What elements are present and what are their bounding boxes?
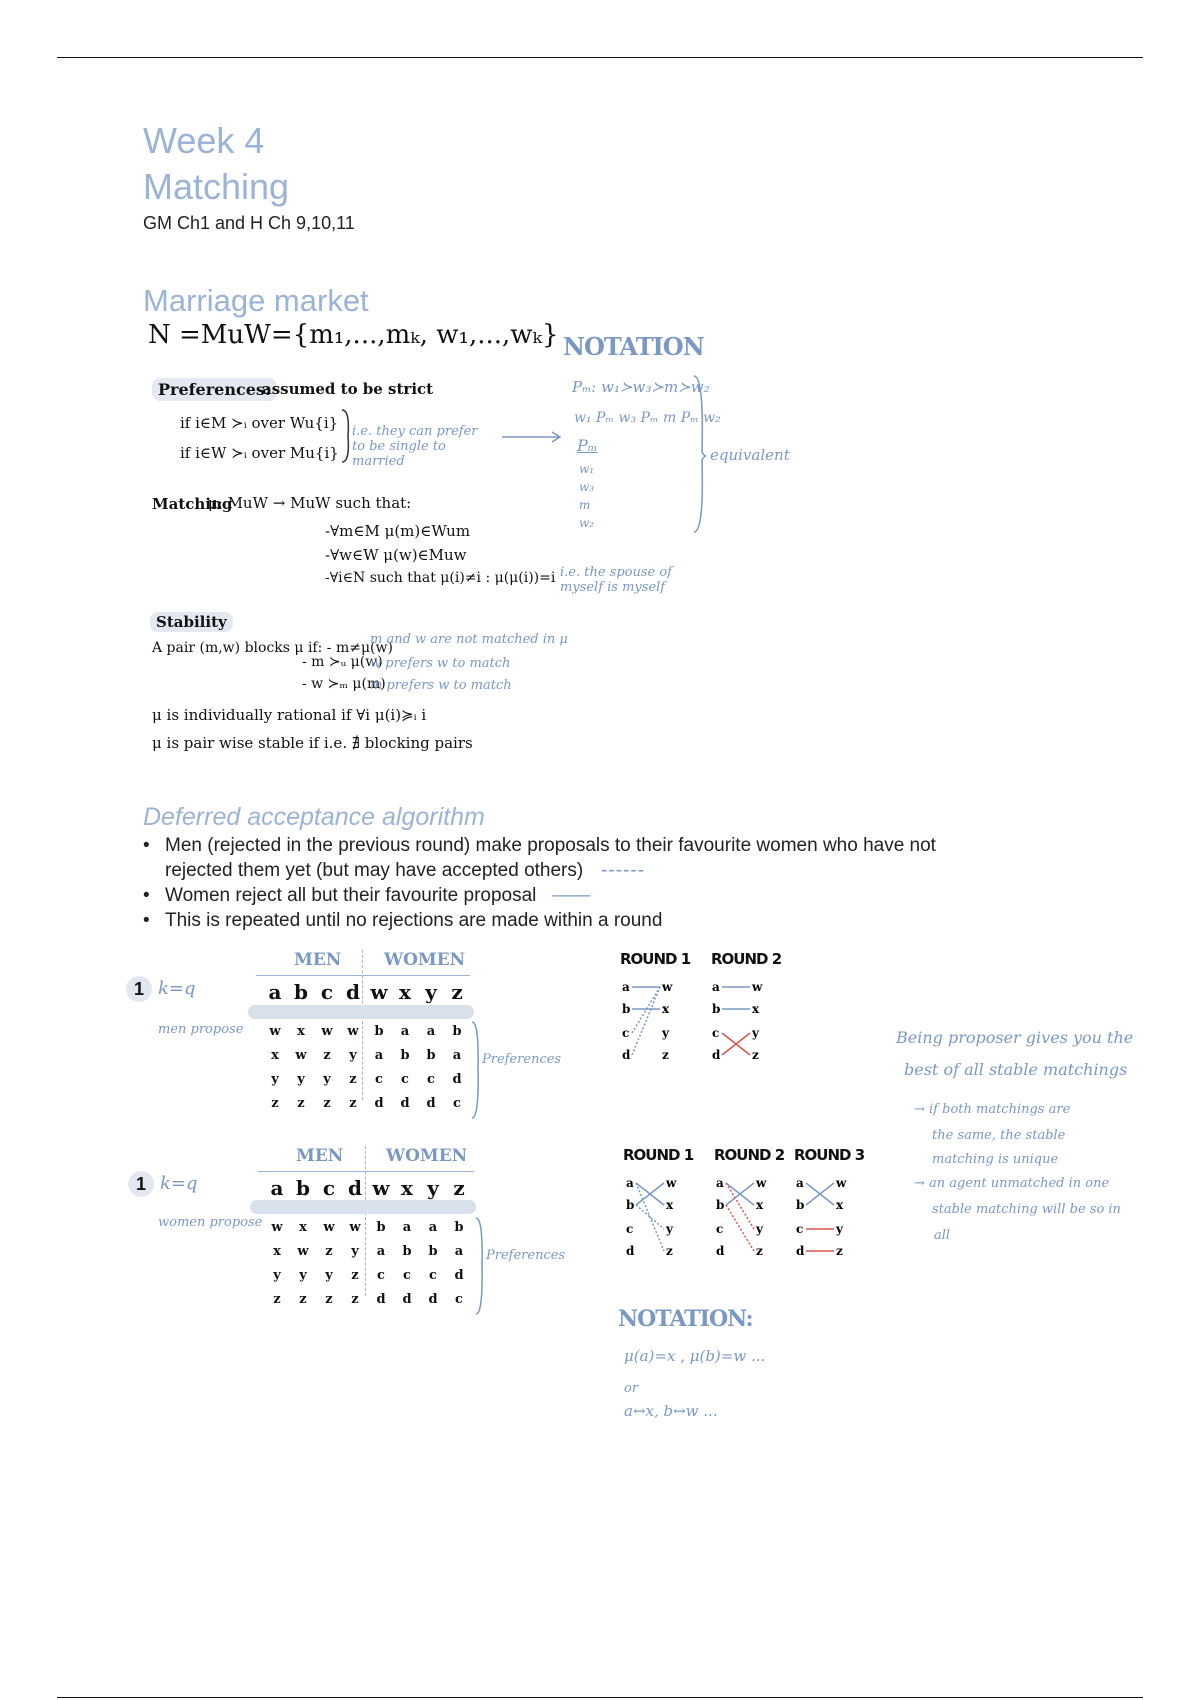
blocks-line: A pair (m,w) blocks μ if: - m≠μ(w) xyxy=(152,640,393,656)
ex2-h-x: x xyxy=(401,1176,413,1200)
ex1-round2-label: ROUND 2 xyxy=(711,950,782,968)
table-cell: y xyxy=(351,1244,359,1259)
ex1-round2-diagram xyxy=(708,975,768,1063)
node-left: b xyxy=(622,1002,631,1016)
side-note-b1-l2: the same, the stable xyxy=(932,1128,1066,1143)
node-left: a xyxy=(712,980,720,994)
equivalent-brace xyxy=(692,374,708,534)
notation-pm-line2: w₁ Pₘ w₃ Pₘ m Pₘ w₂ xyxy=(574,410,721,426)
blocks-aside-1: m and w are not matched in μ xyxy=(370,632,568,647)
node-left: b xyxy=(796,1198,805,1212)
ex1-h-b: b xyxy=(294,980,308,1004)
node-right: y xyxy=(836,1222,843,1236)
table-row xyxy=(264,1288,472,1312)
notation-pm-line3: Pₘ xyxy=(577,436,598,455)
pref-aside: i.e. they can prefer to be single to married xyxy=(352,424,478,469)
match-line xyxy=(726,1183,754,1229)
example1-header-row xyxy=(262,980,470,1004)
table-cell: w xyxy=(271,1220,283,1235)
ex2-round3-label: ROUND 3 xyxy=(794,1146,865,1164)
example1-k: k=q xyxy=(158,978,196,999)
daa-bullets xyxy=(143,833,1083,933)
table-row xyxy=(262,1044,470,1068)
example2-header-bar xyxy=(250,1200,476,1214)
example1-mode: men propose xyxy=(158,1022,244,1037)
table-cell: w xyxy=(349,1220,361,1235)
table-cell: z xyxy=(349,1096,357,1111)
side-note-b1-l3: matching is unique xyxy=(932,1152,1059,1167)
notation-list-1: w₁ xyxy=(579,462,595,476)
table-cell: b xyxy=(402,1244,412,1259)
daa-bullet-2: • Women reject all but their favourite proposal —— xyxy=(143,885,591,906)
node-right: x xyxy=(752,1002,760,1016)
blocks-cond-2: - m ≻ᵤ μ(w) xyxy=(302,654,383,670)
ex2-h-c: c xyxy=(322,1176,336,1200)
table-row xyxy=(264,1216,472,1240)
example1-men-label: MEN xyxy=(294,950,342,970)
preferences-label: Preferences: xyxy=(152,378,277,401)
table-cell: y xyxy=(271,1072,279,1087)
side-note-b2-l2: stable matching will be so in xyxy=(932,1202,1121,1217)
table-cell: b xyxy=(452,1024,462,1039)
blocks-aside-2: w prefers w to match xyxy=(370,656,511,671)
match-line xyxy=(726,1205,754,1251)
ex2-h-w: w xyxy=(372,1176,390,1200)
example1-header-bar xyxy=(248,1005,474,1019)
node-right: x xyxy=(662,1002,670,1016)
individually-rational-line: μ is individually rational if ∀i μ(i)≽ᵢ i xyxy=(152,706,427,724)
match-line xyxy=(632,987,660,1055)
blocks-cond-3: - w ≻ₘ μ(m) xyxy=(302,676,386,692)
table-cell: d xyxy=(454,1268,464,1283)
matching-rule-2: -∀w∈W μ(w)∈Muw xyxy=(325,546,467,564)
table-cell: b xyxy=(426,1048,436,1063)
table-cell: c xyxy=(427,1072,435,1087)
node-right: z xyxy=(836,1244,843,1258)
table-cell: w xyxy=(347,1024,359,1039)
table-cell: z xyxy=(325,1244,333,1259)
node-left: a xyxy=(796,1176,804,1190)
table-row xyxy=(262,1020,470,1044)
section-heading-daa: Deferred acceptance algorithm xyxy=(143,803,485,831)
table-cell: z xyxy=(323,1096,331,1111)
ex2-h-y: y xyxy=(427,1176,439,1200)
ex1-round1-diagram xyxy=(618,975,678,1063)
table-cell: w xyxy=(269,1024,281,1039)
notation2-line3: a↔x, b↔w ... xyxy=(624,1402,718,1420)
table-cell: c xyxy=(429,1268,437,1283)
matching-label: Matching xyxy=(152,495,233,513)
table-cell: y xyxy=(325,1268,333,1283)
table-cell: a xyxy=(426,1024,436,1039)
ex2-h-d: d xyxy=(348,1176,362,1200)
node-left: d xyxy=(712,1048,721,1062)
table-cell: b xyxy=(428,1244,438,1259)
side-note-line1: Being proposer gives you the xyxy=(896,1028,1134,1047)
daa-bullet-1-cont: rejected them yet (but may have accepted others) ------ xyxy=(165,860,646,881)
side-note-b2-l3: all xyxy=(934,1228,951,1243)
pairwise-stable-line: μ is pair wise stable if i.e. ∄ blocking pairs xyxy=(152,734,473,752)
example2-mode: women propose xyxy=(158,1215,263,1230)
table-cell: w xyxy=(323,1220,335,1235)
ex1-h-y: y xyxy=(425,980,437,1004)
table-cell: a xyxy=(402,1220,412,1235)
example2-pref-label: Preferences xyxy=(486,1248,566,1263)
node-right: w xyxy=(752,980,763,994)
table-cell: z xyxy=(271,1096,279,1111)
node-right: y xyxy=(756,1222,763,1236)
example1-pref-table xyxy=(262,1020,470,1116)
node-left: c xyxy=(796,1222,804,1236)
ex2-round2-label: ROUND 2 xyxy=(714,1146,785,1164)
ex1-h-c: c xyxy=(320,980,334,1004)
top-rule xyxy=(57,57,1143,58)
blocks-aside-3: m prefers w to match xyxy=(370,678,512,693)
bottom-rule xyxy=(57,1697,1143,1698)
example2-pref-table xyxy=(264,1216,472,1312)
table-cell: d xyxy=(428,1292,438,1307)
ex1-h-d: d xyxy=(346,980,360,1004)
table-row xyxy=(262,1068,470,1092)
table-cell: d xyxy=(400,1096,410,1111)
section-heading-marriage-market: Marriage market xyxy=(143,283,369,318)
table-cell: d xyxy=(452,1072,462,1087)
table-cell: w xyxy=(321,1024,333,1039)
node-right: x xyxy=(836,1198,844,1212)
ex1-round1-label: ROUND 1 xyxy=(620,950,691,968)
table-cell: c xyxy=(455,1292,463,1307)
node-left: d xyxy=(622,1048,631,1062)
match-line xyxy=(632,987,660,1033)
example2-number: 1 xyxy=(128,1171,154,1197)
daa-bullet-3: • This is repeated until no rejections are made within a round xyxy=(143,910,663,931)
notation2-label: NOTATION: xyxy=(618,1306,753,1332)
example2-women-label: WOMEN xyxy=(386,1146,468,1166)
daa-bullet-1: • Men (rejected in the previous round) make proposals to their favourite women who have not xyxy=(143,835,936,856)
table-cell: b xyxy=(454,1220,464,1235)
table-cell: z xyxy=(349,1072,357,1087)
node-right: w xyxy=(662,980,673,994)
table-cell: z xyxy=(351,1268,359,1283)
example2-men-label: MEN xyxy=(296,1146,344,1166)
node-left: c xyxy=(716,1222,724,1236)
side-note-line2: best of all stable matchings xyxy=(904,1060,1128,1079)
node-left: a xyxy=(716,1176,724,1190)
ex1-h-z: z xyxy=(451,980,463,1004)
node-left: a xyxy=(626,1176,634,1190)
notation-list-3: m xyxy=(579,498,591,512)
notation2-line2: or xyxy=(624,1381,639,1396)
example1-number: 1 xyxy=(126,976,152,1002)
pref-brace xyxy=(340,408,352,464)
table-cell: x xyxy=(297,1024,305,1039)
node-right: z xyxy=(666,1244,673,1258)
table-cell: d xyxy=(374,1096,384,1111)
page-title-week: Week 4 xyxy=(143,120,265,161)
table-cell: x xyxy=(299,1220,307,1235)
ex2-round3-diagram xyxy=(792,1171,852,1259)
example2-header-underline xyxy=(258,1171,474,1172)
matching-aside: i.e. the spouse of myself is myself xyxy=(560,565,672,595)
arrow-to-notation-icon xyxy=(500,430,566,444)
example1-women-label: WOMEN xyxy=(384,950,466,970)
table-cell: b xyxy=(376,1220,386,1235)
table-cell: z xyxy=(323,1048,331,1063)
table-cell: a xyxy=(374,1048,384,1063)
notation-list-2: w₃ xyxy=(579,480,595,494)
table-cell: d xyxy=(376,1292,386,1307)
pref-row-men: if i∈M ≻ᵢ over Wu{i} xyxy=(180,414,339,432)
ex2-h-b: b xyxy=(296,1176,310,1200)
pref-row-women: if i∈W ≻ᵢ over Mu{i} xyxy=(180,444,339,462)
table-cell: y xyxy=(323,1072,331,1087)
table-cell: y xyxy=(273,1268,281,1283)
ex1-h-a: a xyxy=(268,980,282,1004)
table-cell: x xyxy=(271,1048,279,1063)
example1-pref-label: Preferences xyxy=(482,1052,562,1067)
node-left: b xyxy=(712,1002,721,1016)
preferences-note: assumed to be strict xyxy=(262,380,434,398)
table-row xyxy=(264,1240,472,1264)
equivalent-label: equivalent xyxy=(710,446,790,464)
example1-pref-brace xyxy=(470,1020,482,1120)
side-note-b2-l1: → an agent unmatched in one xyxy=(914,1176,1110,1191)
table-cell: y xyxy=(299,1268,307,1283)
table-cell: c xyxy=(401,1072,409,1087)
notation-pm-line1: Pₘ: w₁≻w₃≻m≻w₂ xyxy=(572,378,710,396)
notation-list-4: w₂ xyxy=(579,516,595,530)
ex2-round1-diagram xyxy=(622,1171,682,1259)
node-right: x xyxy=(756,1198,764,1212)
node-right: y xyxy=(662,1026,669,1040)
table-cell: d xyxy=(402,1292,412,1307)
table-cell: z xyxy=(297,1096,305,1111)
stability-label: Stability xyxy=(150,612,233,632)
ex1-h-w: w xyxy=(370,980,388,1004)
table-cell: b xyxy=(400,1048,410,1063)
node-left: c xyxy=(622,1026,630,1040)
node-left: b xyxy=(626,1198,635,1212)
table-cell: a xyxy=(454,1244,464,1259)
side-note-b1-l1: → if both matchings are xyxy=(914,1102,1071,1117)
matching-definition: μ: MuW → MuW such that: xyxy=(208,494,412,512)
ex2-h-z: z xyxy=(453,1176,465,1200)
node-right: w xyxy=(666,1176,677,1190)
ex2-round2-diagram xyxy=(712,1171,772,1259)
table-cell: b xyxy=(374,1024,384,1039)
node-left: a xyxy=(622,980,630,994)
example1-header-underline xyxy=(256,975,470,976)
table-cell: z xyxy=(325,1292,333,1307)
node-left: c xyxy=(626,1222,634,1236)
table-cell: x xyxy=(273,1244,281,1259)
ex1-h-x: x xyxy=(399,980,411,1004)
node-right: z xyxy=(756,1244,763,1258)
table-cell: c xyxy=(403,1268,411,1283)
table-cell: c xyxy=(377,1268,385,1283)
table-cell: z xyxy=(299,1292,307,1307)
table-row xyxy=(262,1092,470,1116)
table-cell: c xyxy=(453,1096,461,1111)
example2-header-row xyxy=(264,1176,472,1200)
example2-k: k=q xyxy=(160,1173,198,1194)
node-left: b xyxy=(716,1198,725,1212)
table-cell: a xyxy=(452,1048,462,1063)
table-cell: a xyxy=(376,1244,386,1259)
matching-rule-1: -∀m∈M μ(m)∈Wum xyxy=(325,522,471,540)
table-cell: w xyxy=(295,1048,307,1063)
table-cell: z xyxy=(273,1292,281,1307)
table-cell: w xyxy=(297,1244,309,1259)
node-right: w xyxy=(836,1176,847,1190)
notation-label: NOTATION xyxy=(563,332,704,361)
node-left: d xyxy=(716,1244,725,1258)
table-cell: y xyxy=(297,1072,305,1087)
n-definition: N =MuW={m₁,...,mₖ, w₁,...,wₖ} xyxy=(148,320,559,350)
matching-rule-3: -∀i∈N such that μ(i)≠i : μ(μ(i))=i xyxy=(325,570,556,586)
page-subtitle: GM Ch1 and H Ch 9,10,11 xyxy=(143,213,355,233)
table-cell: a xyxy=(428,1220,438,1235)
ex2-h-a: a xyxy=(270,1176,284,1200)
table-cell: z xyxy=(351,1292,359,1307)
table-row xyxy=(264,1264,472,1288)
table-cell: c xyxy=(375,1072,383,1087)
node-left: d xyxy=(626,1244,635,1258)
table-cell: d xyxy=(426,1096,436,1111)
ex2-round1-label: ROUND 1 xyxy=(623,1146,694,1164)
table-cell: y xyxy=(349,1048,357,1063)
node-right: w xyxy=(756,1176,767,1190)
example2-pref-brace xyxy=(474,1216,486,1316)
node-right: z xyxy=(662,1048,669,1062)
node-right: y xyxy=(666,1222,673,1236)
node-right: z xyxy=(752,1048,759,1062)
table-cell: a xyxy=(400,1024,410,1039)
page-title-topic: Matching xyxy=(143,166,290,207)
node-left: d xyxy=(796,1244,805,1258)
node-right: y xyxy=(752,1026,759,1040)
node-left: c xyxy=(712,1026,720,1040)
node-right: x xyxy=(666,1198,674,1212)
notation2-line1: μ(a)=x , μ(b)=w ... xyxy=(624,1347,766,1365)
